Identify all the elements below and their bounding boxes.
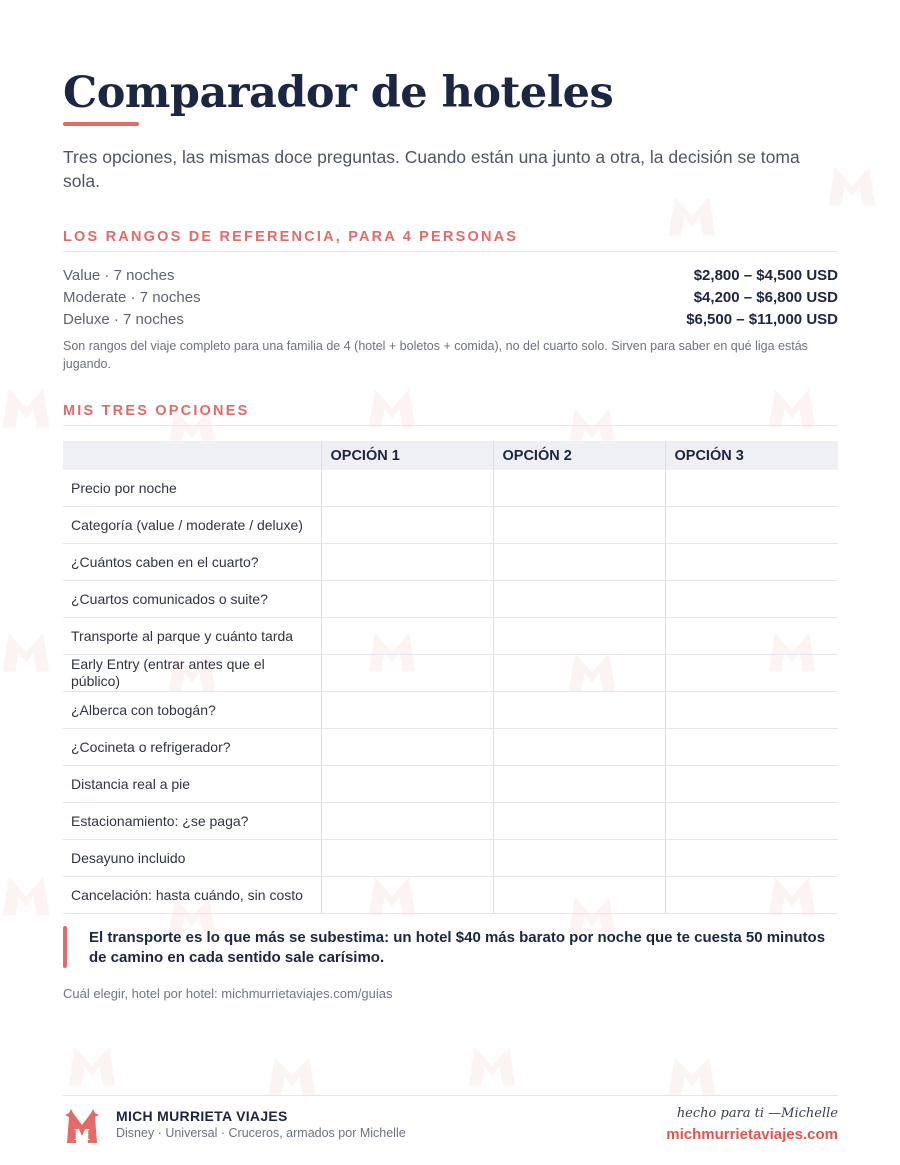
- option-2-cell[interactable]: [493, 803, 665, 840]
- option-2-cell[interactable]: [493, 655, 665, 692]
- table-row: [63, 877, 838, 914]
- option-3-cell[interactable]: [665, 803, 838, 840]
- option-1-cell[interactable]: [321, 803, 493, 840]
- range-label: Deluxe · 7 noches: [63, 311, 184, 328]
- option-2-cell[interactable]: [493, 692, 665, 729]
- range-value: $2,800 – $4,500 USD: [693, 267, 838, 284]
- options-heading: MIS TRES OPCIONES: [63, 403, 838, 426]
- option-3-cell[interactable]: [665, 877, 838, 914]
- option-1-cell[interactable]: [321, 692, 493, 729]
- option-1-cell[interactable]: [321, 655, 493, 692]
- range-value: $6,500 – $11,000 USD: [686, 311, 838, 328]
- option-1-cell[interactable]: [321, 618, 493, 655]
- table-row: [63, 581, 838, 618]
- criteria-label: Early Entry (entrar antes que el público): [63, 655, 321, 692]
- criteria-label: Distancia real a pie: [63, 766, 321, 803]
- criteria-label: Transporte al parque y cuánto tarda: [63, 618, 321, 655]
- watermark-logo-icon: [0, 616, 58, 680]
- option-1-cell[interactable]: [321, 840, 493, 877]
- comparison-table: [63, 441, 838, 914]
- option-3-cell[interactable]: [665, 729, 838, 766]
- range-value: $4,200 – $6,800 USD: [693, 289, 838, 306]
- option-3-cell[interactable]: [665, 655, 838, 692]
- intro-text: Tres opciones, las mismas doce preguntas. Cuando están una junto a otra, la decisión se toma sola.: [63, 147, 800, 191]
- option-1-cell[interactable]: [321, 766, 493, 803]
- brand-tagline: Disney · Universal · Cruceros, armados por Michelle: [116, 1126, 406, 1140]
- criteria-label: Precio por noche: [63, 470, 321, 507]
- watermark-logo-icon: [0, 860, 58, 924]
- signature: hecho para ti —Michelle: [676, 1106, 838, 1121]
- brand-name: MICH MURRIETA VIAJES: [116, 1108, 288, 1124]
- option-1-cell[interactable]: [321, 877, 493, 914]
- option-2-cell[interactable]: [493, 729, 665, 766]
- watermark-logo-icon: [460, 1030, 524, 1094]
- criteria-label: ¿Alberca con tobogán?: [63, 692, 321, 729]
- range-label: Value · 7 noches: [63, 267, 175, 284]
- option-2-cell[interactable]: [493, 470, 665, 507]
- range-row-value: [63, 267, 838, 289]
- option-2-cell[interactable]: [493, 618, 665, 655]
- option-3-cell[interactable]: [665, 840, 838, 877]
- option-1-cell[interactable]: [321, 581, 493, 618]
- option-1-cell[interactable]: [321, 544, 493, 581]
- page-title: Comparador de hoteles: [63, 68, 614, 118]
- range-row-moderate: [63, 289, 838, 311]
- footer-divider: [63, 1095, 838, 1096]
- option-3-cell[interactable]: [665, 544, 838, 581]
- range-label: Moderate · 7 noches: [63, 289, 201, 306]
- option-3-cell[interactable]: [665, 692, 838, 729]
- table-row: [63, 470, 838, 507]
- table-row: [63, 692, 838, 729]
- watermark-logo-icon: [0, 372, 58, 436]
- table-header-row: [63, 441, 838, 470]
- table-row: [63, 840, 838, 877]
- option-3-cell[interactable]: [665, 507, 838, 544]
- option-3-cell[interactable]: [665, 618, 838, 655]
- table-row: [63, 729, 838, 766]
- column-header-option-2: OPCIÓN 2: [493, 441, 665, 470]
- callout-accent-bar: [63, 926, 67, 968]
- table-row: [63, 507, 838, 544]
- brand-logo-icon: [63, 1105, 101, 1145]
- option-1-cell[interactable]: [321, 507, 493, 544]
- option-2-cell[interactable]: [493, 507, 665, 544]
- criteria-label: ¿Cuántos caben en el cuarto?: [63, 544, 321, 581]
- option-1-cell[interactable]: [321, 470, 493, 507]
- ranges-note: Son rangos del viaje completo para una familia de 4 (hotel + boletos + comida), no del cuarto solo. Sirven para saber en qué liga estás jugando.: [63, 339, 808, 371]
- range-row-deluxe: [63, 311, 838, 333]
- table-row: [63, 544, 838, 581]
- option-2-cell[interactable]: [493, 544, 665, 581]
- criteria-label: Categoría (value / moderate / deluxe): [63, 507, 321, 544]
- table-row: [63, 618, 838, 655]
- option-1-cell[interactable]: [321, 729, 493, 766]
- tip-callout: [63, 926, 838, 968]
- website-link[interactable]: michmurrietaviajes.com: [666, 1126, 838, 1143]
- guide-reference: Cuál elegir, hotel por hotel: michmurrietaviajes.com/guias: [63, 986, 393, 1001]
- option-2-cell[interactable]: [493, 581, 665, 618]
- title-underline: [63, 122, 139, 126]
- brand-logo-letter: M: [73, 1126, 91, 1144]
- option-2-cell[interactable]: [493, 840, 665, 877]
- callout-text: El transporte es lo que más se subestima: un hotel $40 más barato por noche que te cuesta 50 minutos de camino en cada sentido sale carísimo.: [89, 929, 826, 966]
- option-2-cell[interactable]: [493, 877, 665, 914]
- watermark-logo-icon: [60, 1030, 124, 1094]
- criteria-label: Desayuno incluido: [63, 840, 321, 877]
- ranges-heading: LOS RANGOS DE REFERENCIA, PARA 4 PERSONAS: [63, 229, 838, 252]
- table-row: [63, 803, 838, 840]
- criteria-label: ¿Cuartos comunicados o suite?: [63, 581, 321, 618]
- criteria-label: Cancelación: hasta cuándo, sin costo: [63, 877, 321, 914]
- option-3-cell[interactable]: [665, 581, 838, 618]
- criteria-label: Estacionamiento: ¿se paga?: [63, 803, 321, 840]
- column-header-criteria: [63, 441, 321, 470]
- option-3-cell[interactable]: [665, 766, 838, 803]
- column-header-option-1: OPCIÓN 1: [321, 441, 493, 470]
- table-row: [63, 766, 838, 803]
- option-2-cell[interactable]: [493, 766, 665, 803]
- criteria-label: ¿Cocineta o refrigerador?: [63, 729, 321, 766]
- column-header-option-3: OPCIÓN 3: [665, 441, 838, 470]
- option-3-cell[interactable]: [665, 470, 838, 507]
- table-row: [63, 655, 838, 692]
